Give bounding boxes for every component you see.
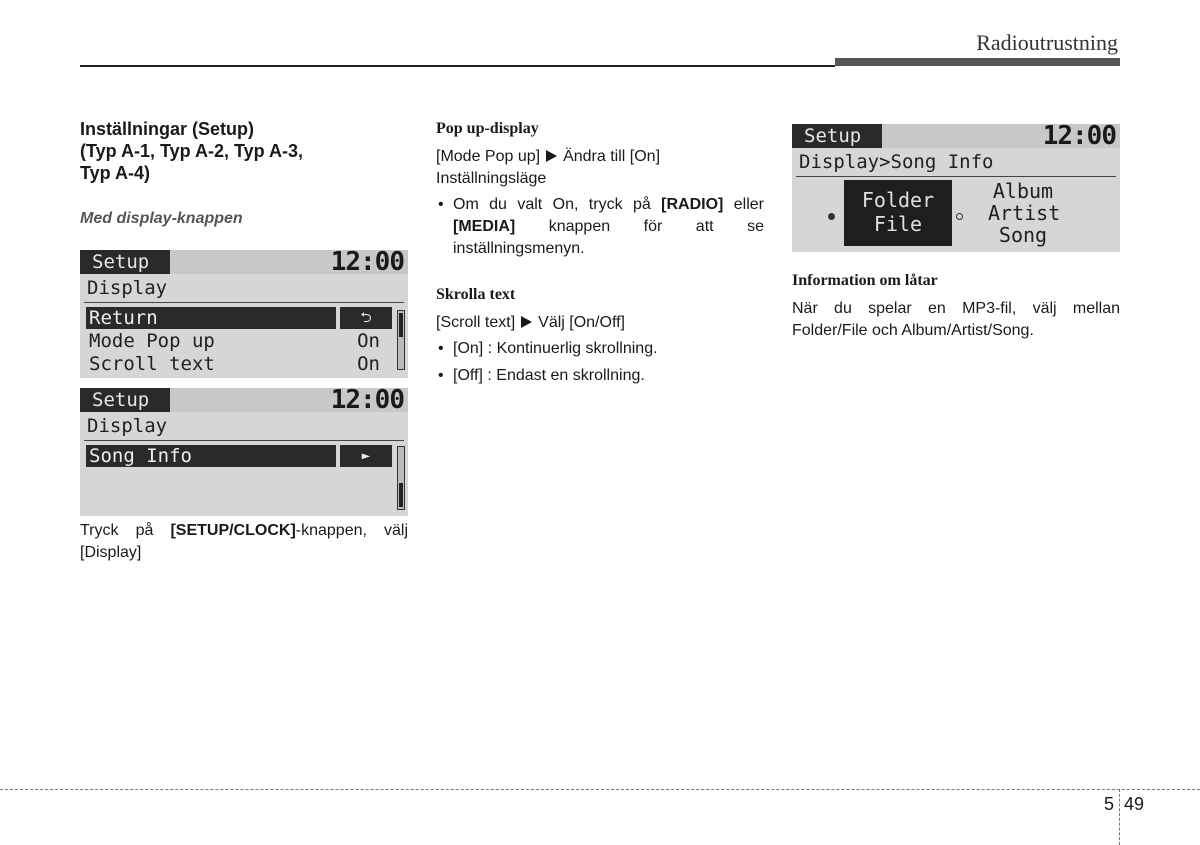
column-2: Pop up-display [Mode Pop up] Ändra till [On] Inställningsläge • Om du valt On, tryck på [RADIO] eller [MEDIA] knappen för att se inställningsmenyn. Skrolla text [Scroll text] Välj [On/Off] • [On] : Kontinuerlig skrollning. • [Off] : Endast en skrollning. <box>436 118 764 392</box>
header-rule <box>80 65 835 67</box>
arrow-right-icon <box>521 316 532 328</box>
setup-tab: Setup <box>792 124 882 148</box>
lcd-screen-song-info-options <box>792 124 1120 252</box>
menu-row-song-info: Song Info <box>86 445 336 467</box>
song-info-heading: Information om låtar <box>792 272 938 289</box>
crumb: Display <box>87 415 168 437</box>
column-1 <box>80 118 408 248</box>
setup-tab: Setup <box>80 388 170 412</box>
scrollbar <box>397 446 405 510</box>
header-bar <box>835 58 1120 66</box>
radio-unselected-icon <box>956 213 963 220</box>
setup-tab: Setup <box>80 250 170 274</box>
popup-heading: Pop up-display <box>436 120 539 137</box>
chevron-right-icon: ► <box>340 445 392 467</box>
menu-row-value: On <box>357 353 380 375</box>
song-info-body: När du spelar en MP3-fil, välj mellan Folder/File och Album/Artist/Song. <box>792 300 1120 339</box>
column-3 <box>792 270 1120 342</box>
clock: 12:00 <box>1042 124 1116 151</box>
chapter-number: 5 <box>1104 794 1115 814</box>
section-heading: Inställningar (Setup) (Typ A-1, Typ A-2, Typ A-3, Typ A-4) <box>80 119 304 183</box>
menu-row-return: Return <box>86 307 336 329</box>
lcd-screen-song-info-menu <box>80 388 408 516</box>
page-number: 49 <box>1124 794 1145 814</box>
crumb: Display>Song Info <box>799 151 994 173</box>
scrollbar <box>397 310 405 370</box>
option-folder-file: Folder File <box>844 180 952 246</box>
subheading: Med display-knappen <box>80 210 243 227</box>
menu-row-scroll-text: Scroll text <box>89 353 215 375</box>
return-icon: ⮌ <box>340 307 392 329</box>
lcd-screen-display-menu <box>80 250 408 378</box>
clock: 12:00 <box>330 250 404 277</box>
menu-row-value: On <box>357 330 380 352</box>
footer-rule <box>0 789 1200 790</box>
menu-row-mode-pop-up: Mode Pop up <box>89 330 215 352</box>
caption: Tryck på [SETUP/CLOCK]-knappen, välj [Display] <box>80 522 408 561</box>
crumb: Display <box>87 277 168 299</box>
scroll-heading: Skrolla text <box>436 286 516 303</box>
option-album-artist-song: Album Artist Song <box>988 179 1061 247</box>
arrow-right-icon <box>546 150 557 162</box>
footer-divider <box>1119 789 1120 845</box>
radio-selected-icon <box>828 213 835 220</box>
clock: 12:00 <box>330 388 404 415</box>
page-header-title: Radioutrustning <box>976 30 1118 55</box>
